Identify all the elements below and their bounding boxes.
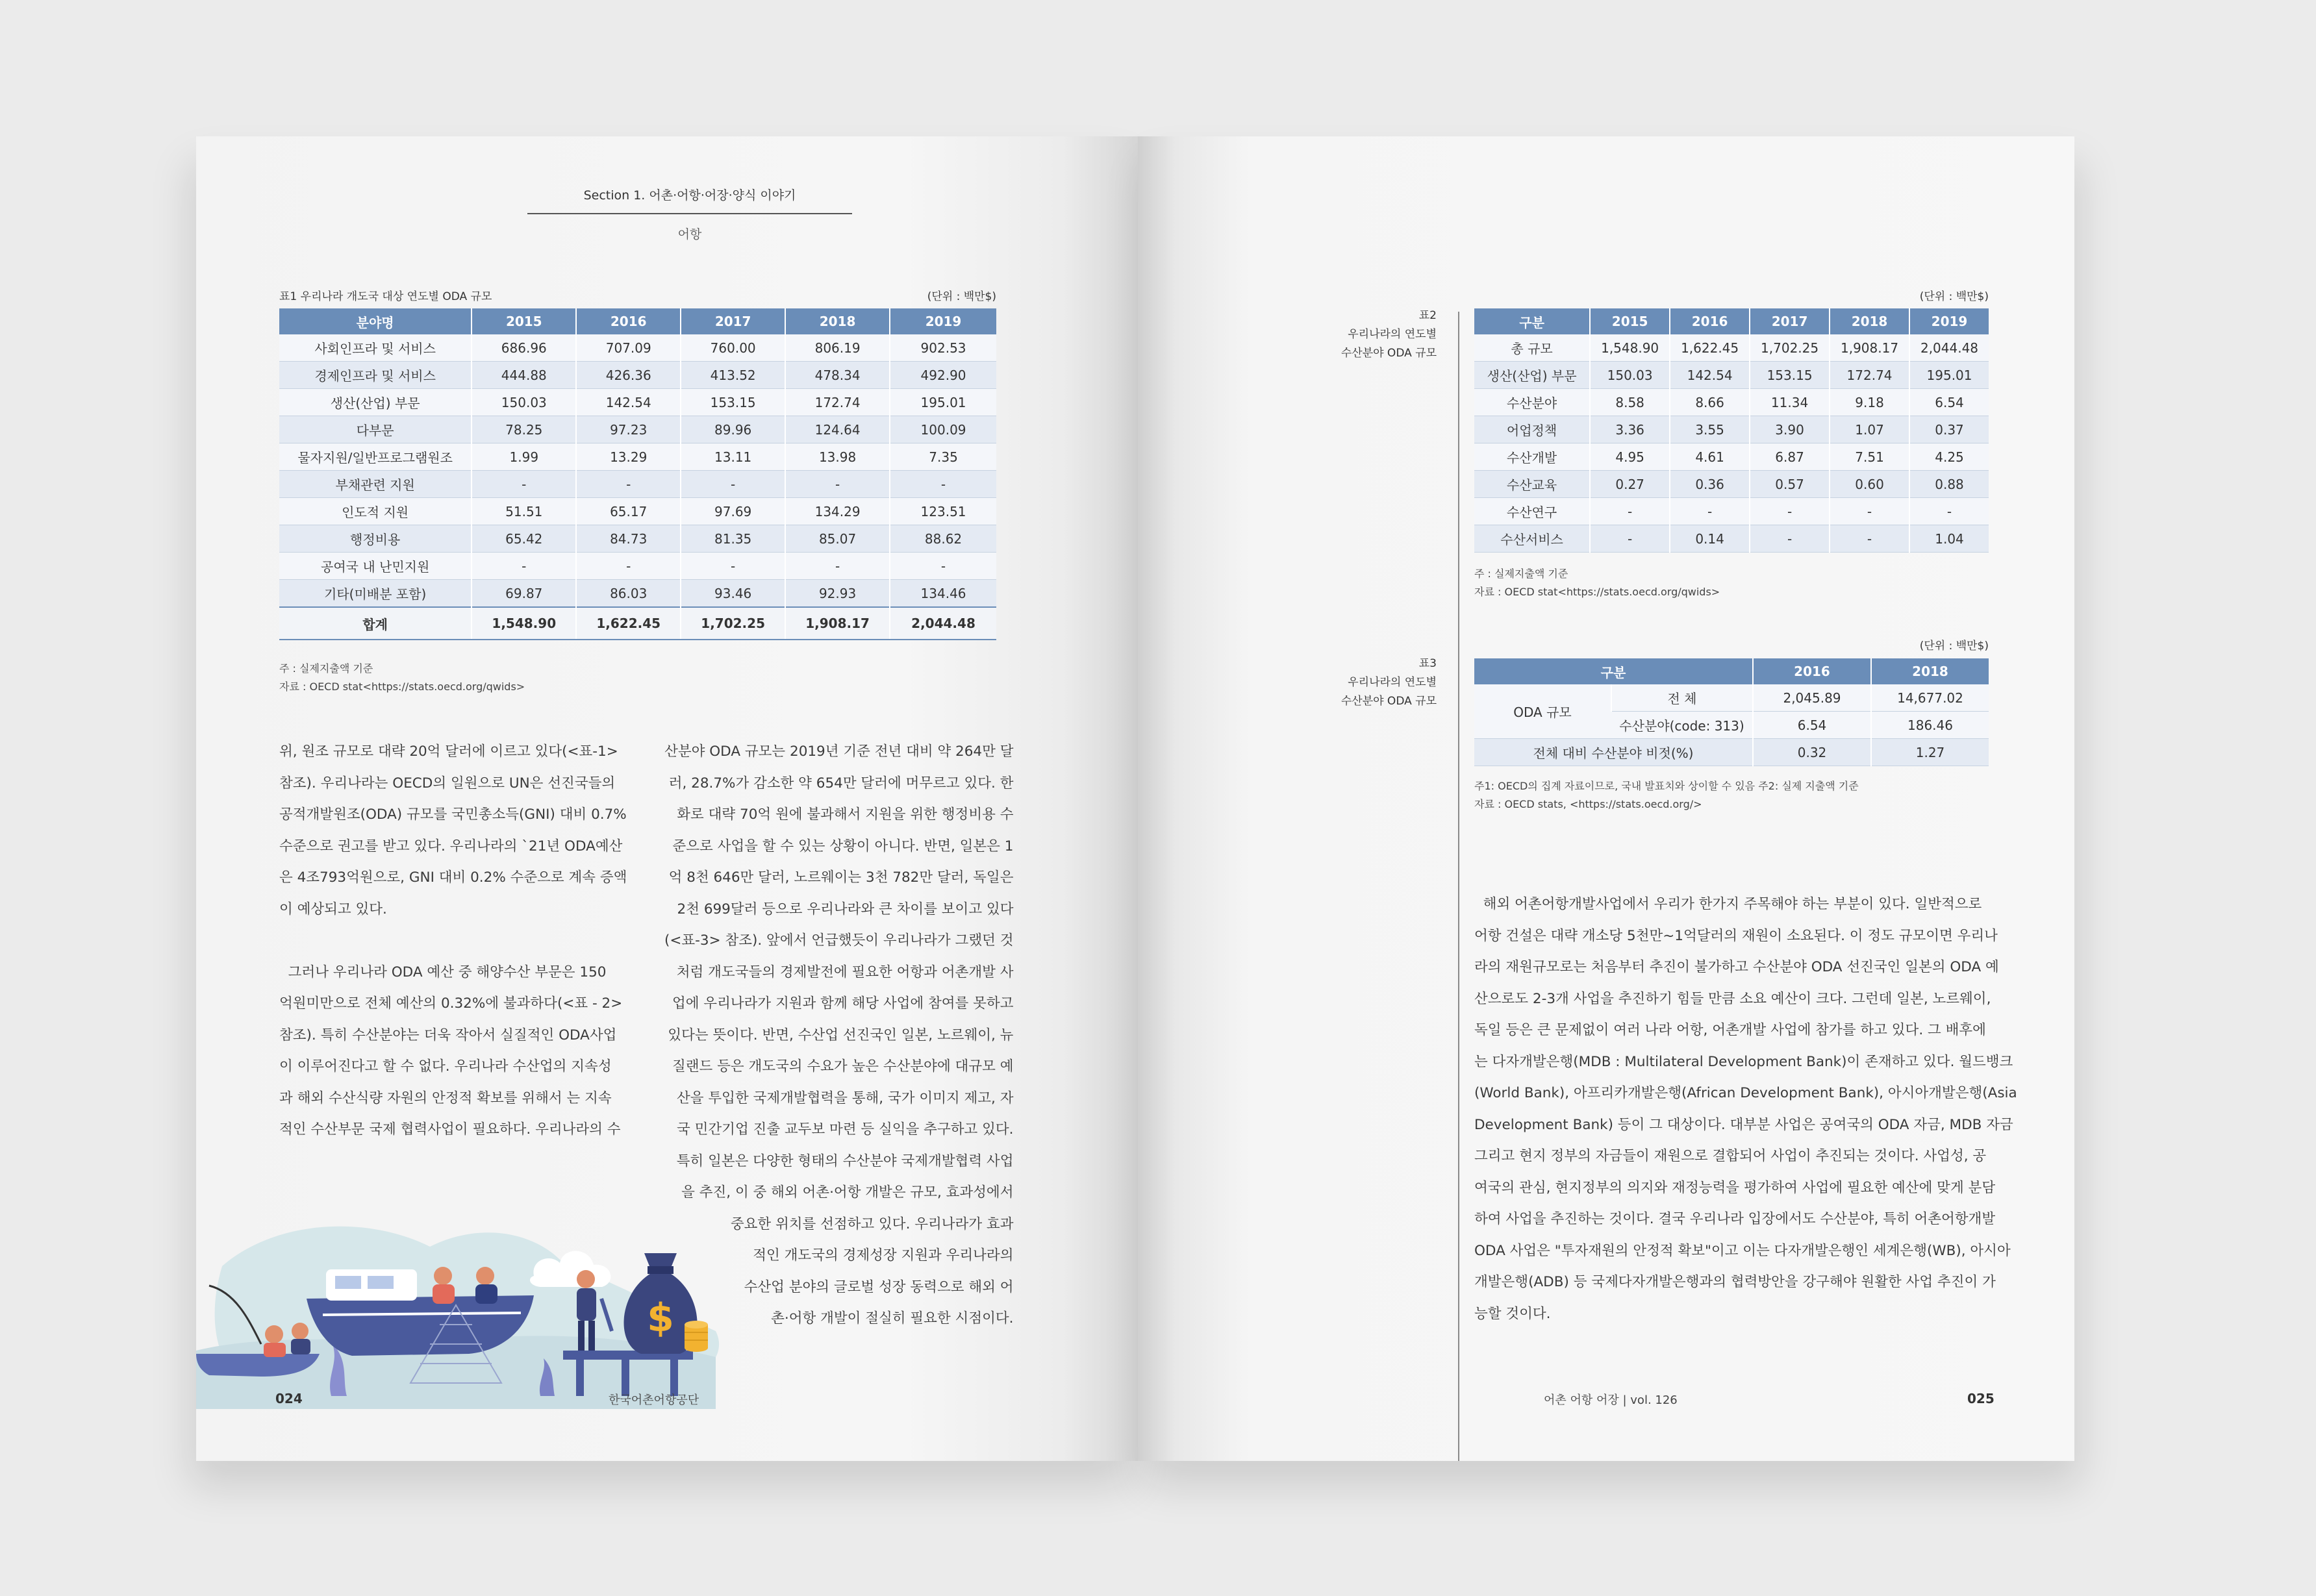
table2-header-cell: 2016 bbox=[1670, 308, 1750, 334]
section-title: Section 1. 어촌·어항·어장·양식 이야기 bbox=[583, 188, 796, 203]
table1-total-cell: 1,548.90 bbox=[472, 607, 576, 640]
paragraph-line: 해외 어촌어항개발사업에서 우리가 한가지 주목해야 하는 부분이 있다. 일반적으로 bbox=[1474, 896, 1982, 912]
table2-cell: 1,622.45 bbox=[1670, 334, 1750, 362]
paragraph-line: 수산업 분야의 글로벌 성장 동력으로 해외 어 bbox=[744, 1278, 1014, 1295]
table1-cell: 경제인프라 및 서비스 bbox=[279, 362, 472, 389]
table1-cell: 902.53 bbox=[890, 334, 996, 362]
table1-cell: 478.34 bbox=[785, 362, 890, 389]
table2-header-cell: 구분 bbox=[1474, 308, 1590, 334]
table3-unit: (단위 : 백만$) bbox=[1919, 640, 1989, 653]
table1-cell: 85.07 bbox=[785, 525, 890, 553]
table1-cell: 88.62 bbox=[890, 525, 996, 553]
paragraph-line: 위, 원조 규모로 대략 20억 달러에 이르고 있다(<표-1> bbox=[279, 743, 618, 760]
table2-title-line1: 우리나라의 연도별 bbox=[1348, 328, 1437, 341]
table1-cell: 65.42 bbox=[472, 525, 576, 553]
table1-cell: 다부문 bbox=[279, 416, 472, 443]
table-row bbox=[1474, 525, 1989, 553]
paragraph-line: 촌·어항 개발이 절실히 필요한 시점이다. bbox=[771, 1310, 1014, 1327]
right-page bbox=[1138, 136, 2074, 1461]
table-row bbox=[1474, 498, 1989, 525]
table1-cell: 69.87 bbox=[472, 580, 576, 608]
table1-header-cell: 2017 bbox=[681, 308, 785, 334]
table1-header-cell: 분야명 bbox=[279, 308, 472, 334]
paragraph-line: ODA 사업은 "투자재원의 안정적 확보"이고 이는 다자개발은행인 세계은행(WB), 아시아 bbox=[1474, 1242, 2011, 1259]
table1-cell: - bbox=[890, 471, 996, 498]
table1-cell: 행정비용 bbox=[279, 525, 472, 553]
table1-cell: 1.99 bbox=[472, 443, 576, 471]
table2-cell: 9.18 bbox=[1830, 389, 1909, 416]
table1-cell: 195.01 bbox=[890, 389, 996, 416]
table2-cell: 172.74 bbox=[1830, 362, 1909, 389]
pier-icon bbox=[563, 1351, 693, 1396]
table3-cell: 14,677.02 bbox=[1871, 684, 1989, 712]
table3-note: 주1: OECD의 집계 자료이므로, 국내 발표치와 상이할 수 있음 주2: 실제 지출액 기준 bbox=[1474, 780, 1859, 792]
table2-cell: 1,908.17 bbox=[1830, 334, 1909, 362]
table2-cell: - bbox=[1750, 525, 1830, 553]
table1-cell: 134.29 bbox=[785, 498, 890, 525]
table3-cell: 2,045.89 bbox=[1753, 684, 1871, 712]
table1-cell: 인도적 지원 bbox=[279, 498, 472, 525]
table1-total-cell: 1,702.25 bbox=[681, 607, 785, 640]
table-row bbox=[279, 362, 996, 389]
table1-cell: 생산(산업) 부문 bbox=[279, 389, 472, 416]
margin-rule bbox=[1458, 312, 1459, 1461]
table1-cell: 153.15 bbox=[681, 389, 785, 416]
table1-cell: - bbox=[576, 471, 681, 498]
table2-cell: 1.07 bbox=[1830, 416, 1909, 443]
left-page bbox=[196, 136, 1138, 1461]
paragraph-line: 공적개발원조(ODA) 규모를 국민총소득(GNI) 대비 0.7% bbox=[279, 806, 627, 823]
table2-header-cell: 2018 bbox=[1830, 308, 1909, 334]
table1-cell: 89.96 bbox=[681, 416, 785, 443]
table2-notes bbox=[1474, 565, 1720, 601]
table2-cell: - bbox=[1590, 525, 1670, 553]
table2-cell: 142.54 bbox=[1670, 362, 1750, 389]
table2-number: 표2 bbox=[1418, 309, 1437, 322]
table1-header-cell: 2016 bbox=[576, 308, 681, 334]
body-column-right bbox=[1474, 889, 2017, 1330]
oda-by-sector-table bbox=[279, 308, 996, 640]
table2-cell: 1,702.25 bbox=[1750, 334, 1830, 362]
table1-cell: 81.35 bbox=[681, 525, 785, 553]
table2-cell: 0.27 bbox=[1590, 471, 1670, 498]
table1-cell: 부채관련 지원 bbox=[279, 471, 472, 498]
table2-cell: 총 규모 bbox=[1474, 334, 1590, 362]
table1-cell: 124.64 bbox=[785, 416, 890, 443]
paragraph-line: 독일 등은 큰 문제없이 여러 나라 어항, 어촌개발 사업에 참가를 하고 있다. 그 배후에 bbox=[1474, 1022, 1986, 1038]
table1-cell: 123.51 bbox=[890, 498, 996, 525]
table2-cell: - bbox=[1830, 498, 1909, 525]
table2-cell: 수산분야 bbox=[1474, 389, 1590, 416]
table1-cell: 78.25 bbox=[472, 416, 576, 443]
paragraph-line: 산분야 ODA 규모는 2019년 기준 전년 대비 약 264만 달 bbox=[664, 743, 1014, 760]
table2-cell: 수산개발 bbox=[1474, 443, 1590, 471]
table2-cell: - bbox=[1670, 498, 1750, 525]
table-row bbox=[279, 471, 996, 498]
table1-cell: - bbox=[785, 471, 890, 498]
paragraph-line: 질랜드 등은 개도국의 수요가 높은 수산분야에 대규모 예 bbox=[672, 1058, 1014, 1075]
table1-cell: 86.03 bbox=[576, 580, 681, 608]
paragraph-line: 은 4조793억원으로, GNI 대비 0.2% 수준으로 계속 증액 bbox=[279, 869, 627, 886]
table2-cell: 어업정책 bbox=[1474, 416, 1590, 443]
table1-cell: 공여국 내 난민지원 bbox=[279, 553, 472, 580]
page-number-right: 025 bbox=[1967, 1391, 1995, 1406]
table1-note: 주 : 실제지출액 기준 bbox=[279, 662, 373, 675]
paragraph-line: 중요한 위치를 선점하고 있다. 우리나라가 효과 bbox=[730, 1216, 1014, 1232]
publisher-name: 한국어촌어항공단 bbox=[609, 1393, 699, 1407]
table2-cell: 4.95 bbox=[1590, 443, 1670, 471]
table1-cell: 444.88 bbox=[472, 362, 576, 389]
table3-header-2016: 2016 bbox=[1753, 658, 1871, 684]
paragraph-line: 이 이루어진다고 할 수 없다. 우리나라 수산업의 지속성 bbox=[279, 1058, 612, 1075]
table1-cell: 51.51 bbox=[472, 498, 576, 525]
table-row bbox=[279, 498, 996, 525]
fisheries-oda-table bbox=[1474, 308, 1989, 553]
table2-cell: 8.66 bbox=[1670, 389, 1750, 416]
table2-header-cell: 2015 bbox=[1590, 308, 1670, 334]
table2-header-cell: 2017 bbox=[1750, 308, 1830, 334]
table2-cell: 2,044.48 bbox=[1909, 334, 1989, 362]
table1-cell: 13.11 bbox=[681, 443, 785, 471]
table1-source: 자료 : OECD stat<https://stats.oecd.org/qwids> bbox=[279, 680, 525, 693]
paragraph-line: 억 8천 646만 달러, 노르웨이는 3천 782만 달러, 독일은 bbox=[668, 869, 1014, 886]
table2-label bbox=[1268, 306, 1437, 363]
paragraph-line: 2천 699달러 등으로 우리나라와 큰 차이를 보이고 있다 bbox=[677, 901, 1014, 917]
table1-cell: 97.69 bbox=[681, 498, 785, 525]
table1-cell: - bbox=[681, 553, 785, 580]
table1-cell: - bbox=[681, 471, 785, 498]
table3-title-line2: 수산분야 ODA 규모 bbox=[1341, 695, 1437, 708]
table1-cell: 기타(미배분 포함) bbox=[279, 580, 472, 608]
paragraph-line: 그리고 현지 정부의 자금들이 재원으로 결합되어 사업이 추진되는 것이다. 사업성, 공 bbox=[1474, 1148, 1987, 1164]
table-row bbox=[279, 443, 996, 471]
table1-cell: 100.09 bbox=[890, 416, 996, 443]
paragraph-line: 라의 재원규모로는 처음부터 추진이 불가하고 수산분야 ODA 선진국인 일본의 ODA 예 bbox=[1474, 959, 1999, 975]
table2-cell: 3.55 bbox=[1670, 416, 1750, 443]
table1-notes bbox=[279, 660, 525, 696]
table2-cell: 3.90 bbox=[1750, 416, 1830, 443]
table3-header-category: 구분 bbox=[1474, 658, 1753, 684]
table1-cell: 13.29 bbox=[576, 443, 681, 471]
paragraph-line: 참조). 특히 수산분야는 더욱 작아서 실질적인 ODA사업 bbox=[279, 1027, 617, 1043]
paragraph-line: 능할 것이다. bbox=[1474, 1305, 1551, 1322]
table3-cell: 전 체 bbox=[1611, 684, 1753, 712]
table2-header-cell: 2019 bbox=[1909, 308, 1989, 334]
table3-group-cell: ODA 규모 bbox=[1474, 684, 1611, 739]
table1-cell: 707.09 bbox=[576, 334, 681, 362]
table1-cell: - bbox=[472, 471, 576, 498]
table1-header-cell: 2018 bbox=[785, 308, 890, 334]
table3-ratio-2018: 1.27 bbox=[1871, 739, 1989, 766]
table2-cell: 0.14 bbox=[1670, 525, 1750, 553]
paragraph-line: 참조). 우리나라는 OECD의 일원으로 UN은 선진국들의 bbox=[279, 775, 616, 792]
table2-cell: 6.54 bbox=[1909, 389, 1989, 416]
table2-cell: 생산(산업) 부문 bbox=[1474, 362, 1590, 389]
table3-source: 자료 : OECD stats, <https://stats.oecd.org/> bbox=[1474, 798, 1702, 810]
coin-stack-icon bbox=[685, 1321, 708, 1352]
table-row bbox=[1474, 334, 1989, 362]
table1-cell: 413.52 bbox=[681, 362, 785, 389]
table2-cell: 1.04 bbox=[1909, 525, 1989, 553]
paragraph-line: 억원미만으로 전체 예산의 0.32%에 불과하다(<표 - 2> bbox=[279, 995, 623, 1012]
table1-cell: 13.98 bbox=[785, 443, 890, 471]
paragraph-line: (World Bank), 아프리카개발은행(African Development Bank), 아시아개발은행(Asia bbox=[1474, 1085, 2017, 1101]
table-row bbox=[279, 525, 996, 553]
table2-cell: 153.15 bbox=[1750, 362, 1830, 389]
table3-cell: 186.46 bbox=[1871, 712, 1989, 739]
table1-cell: 93.46 bbox=[681, 580, 785, 608]
table3-number: 표3 bbox=[1418, 657, 1437, 670]
table2-title-line2: 수산분야 ODA 규모 bbox=[1341, 347, 1437, 360]
table1-cell: - bbox=[785, 553, 890, 580]
table2-cell: 3.36 bbox=[1590, 416, 1670, 443]
table2-cell: 0.88 bbox=[1909, 471, 1989, 498]
table2-cell: 4.25 bbox=[1909, 443, 1989, 471]
paragraph-line: 국 민간기업 진출 교두보 마련 등 실익을 추구하고 있다. bbox=[677, 1121, 1014, 1138]
table1-cell: 97.23 bbox=[576, 416, 681, 443]
table2-cell: 150.03 bbox=[1590, 362, 1670, 389]
paragraph-line: 을 추진, 이 중 해외 어촌·어항 개발은 규모, 효과성에서 bbox=[681, 1184, 1014, 1201]
paragraph-line: Development Bank) 등이 그 대상이다. 대부분 사업은 공여국의 ODA 자금, MDB 자금 bbox=[1474, 1116, 2013, 1133]
table1-cell: 92.93 bbox=[785, 580, 890, 608]
paragraph-line: 준으로 사업을 할 수 있는 상황이 아니다. 반면, 일본은 1 bbox=[672, 838, 1014, 854]
table3-cell: 6.54 bbox=[1753, 712, 1871, 739]
table1-cell: 150.03 bbox=[472, 389, 576, 416]
paragraph-line: 러, 28.7%가 감소한 약 654만 달러에 머무르고 있다. 한 bbox=[668, 775, 1014, 792]
table1-unit: (단위 : 백만$) bbox=[927, 290, 996, 303]
oda-ratio-table bbox=[1474, 658, 1989, 766]
paragraph-line: 산을 투입한 국제개발협력을 통해, 국가 이미지 제고, 자 bbox=[677, 1090, 1014, 1106]
table2-cell: 6.87 bbox=[1750, 443, 1830, 471]
table3-ratio-2016: 0.32 bbox=[1753, 739, 1871, 766]
table1-total-cell: 2,044.48 bbox=[890, 607, 996, 640]
table1-cell: 134.46 bbox=[890, 580, 996, 608]
table2-cell: 0.60 bbox=[1830, 471, 1909, 498]
table3-cell: 수산분야(code: 313) bbox=[1611, 712, 1753, 739]
table3-title-line1: 우리나라의 연도별 bbox=[1348, 676, 1437, 689]
paragraph-line: 산으로도 2-3개 사업을 추진하기 힘들 만큼 소요 예산이 크다. 그런데 일본, 노르웨이, bbox=[1474, 990, 1991, 1007]
table1-cell: 426.36 bbox=[576, 362, 681, 389]
table2-cell: 11.34 bbox=[1750, 389, 1830, 416]
paragraph-line: 여국의 관심, 현지정부의 의지와 재정능력을 평가하여 사업에 필요한 예산에 맞게 분담 bbox=[1474, 1179, 1996, 1196]
table1-cell: 172.74 bbox=[785, 389, 890, 416]
table1-cell: 806.19 bbox=[785, 334, 890, 362]
table2-cell: 4.61 bbox=[1670, 443, 1750, 471]
table3-notes bbox=[1474, 777, 1859, 814]
table2-cell: 0.37 bbox=[1909, 416, 1989, 443]
svg-text:$: $ bbox=[647, 1295, 674, 1341]
table3-header-2018: 2018 bbox=[1871, 658, 1989, 684]
section-subtitle: 어항 bbox=[677, 227, 702, 242]
table1-total-cell: 1,622.45 bbox=[576, 607, 681, 640]
table1-total-cell: 합계 bbox=[279, 607, 472, 640]
table-row bbox=[1474, 416, 1989, 443]
table1-cell: 492.90 bbox=[890, 362, 996, 389]
paragraph-line: 이 예상되고 있다. bbox=[279, 901, 387, 917]
section-divider bbox=[527, 213, 852, 214]
table3-label bbox=[1268, 655, 1437, 711]
table-row bbox=[279, 553, 996, 580]
paragraph-line: 는 다자개발은행(MDB : Multilateral Development Bank)이 존재하고 있다. 월드뱅크 bbox=[1474, 1053, 2013, 1070]
table2-cell: 0.36 bbox=[1670, 471, 1750, 498]
table-row bbox=[279, 389, 996, 416]
paragraph-line: 업에 우리나라가 지원과 함께 해당 사업에 참여를 못하고 bbox=[672, 995, 1014, 1012]
paragraph-line: 과 해외 수산식량 자원의 안정적 확보를 위해서 는 지속 bbox=[279, 1090, 612, 1106]
table1-cell: - bbox=[890, 553, 996, 580]
paragraph-line: 적인 개도국의 경제성장 지원과 우리나라의 bbox=[753, 1247, 1014, 1264]
table-row bbox=[1474, 443, 1989, 471]
table2-cell: 수산서비스 bbox=[1474, 525, 1590, 553]
table2-cell: - bbox=[1590, 498, 1670, 525]
paragraph-line: 그러나 우리나라 ODA 예산 중 해양수산 부문은 150 bbox=[279, 964, 607, 980]
table1-caption: 표1 우리나라 개도국 대상 연도별 ODA 규모 bbox=[279, 290, 492, 303]
fishing-boat-illustration bbox=[196, 1136, 729, 1409]
paragraph-line: 화로 대략 70억 원에 불과해서 지원을 위한 행정비용 수 bbox=[677, 806, 1014, 823]
table2-cell: 수산연구 bbox=[1474, 498, 1590, 525]
table1-header-cell: 2015 bbox=[472, 308, 576, 334]
table2-cell: 0.57 bbox=[1750, 471, 1830, 498]
table1-cell: 사회인프라 및 서비스 bbox=[279, 334, 472, 362]
table1-cell: - bbox=[576, 553, 681, 580]
table2-unit: (단위 : 백만$) bbox=[1919, 290, 1989, 303]
table1-cell: 65.17 bbox=[576, 498, 681, 525]
table2-cell: 수산교육 bbox=[1474, 471, 1590, 498]
table2-cell: - bbox=[1830, 525, 1909, 553]
table-row bbox=[279, 416, 996, 443]
paragraph-line: 처럼 개도국들의 경제발전에 필요한 어항과 어촌개발 사 bbox=[676, 964, 1014, 980]
table1-cell: - bbox=[472, 553, 576, 580]
table2-cell: - bbox=[1909, 498, 1989, 525]
paragraph-line: 어항 건설은 대략 개소당 5천만~1억달러의 재원이 소요된다. 이 정도 규모이면 우리나 bbox=[1474, 927, 1998, 944]
table-row bbox=[279, 334, 996, 362]
paragraph-line bbox=[279, 925, 627, 957]
table2-source: 자료 : OECD stat<https://stats.oecd.org/qwids> bbox=[1474, 586, 1720, 598]
table2-cell: 8.58 bbox=[1590, 389, 1670, 416]
table1-cell: 84.73 bbox=[576, 525, 681, 553]
magazine-issue: 어촌 어항 어장 | vol. 126 bbox=[1544, 1393, 1678, 1407]
table-row bbox=[1474, 362, 1989, 389]
paragraph-line: 적인 수산부문 국제 협력사업이 필요하다. 우리나라의 수 bbox=[279, 1121, 621, 1138]
table1-cell: 물자지원/일반프로그램원조 bbox=[279, 443, 472, 471]
paragraph-line: 하여 사업을 추진하는 것이다. 결국 우리나라 입장에서도 수산분야, 특히 어촌어항개발 bbox=[1474, 1211, 1996, 1227]
table3-ratio-label: 전체 대비 수산분야 비젓(%) bbox=[1474, 739, 1753, 766]
table1-cell: 7.35 bbox=[890, 443, 996, 471]
table-row bbox=[279, 580, 996, 608]
table2-cell: 7.51 bbox=[1830, 443, 1909, 471]
table1-header-cell: 2019 bbox=[890, 308, 996, 334]
page-number-left: 024 bbox=[275, 1391, 303, 1406]
paragraph-line: 수준으로 권고를 받고 있다. 우리나라의 `21년 ODA예산 bbox=[279, 838, 623, 854]
table-row bbox=[1474, 471, 1989, 498]
table1-cell: 686.96 bbox=[472, 334, 576, 362]
table1-cell: 760.00 bbox=[681, 334, 785, 362]
body-column-1 bbox=[279, 736, 627, 1146]
paragraph-line: 특히 일본은 다양한 형태의 수산분야 국제개발협력 사업 bbox=[676, 1153, 1014, 1169]
table2-cell: - bbox=[1750, 498, 1830, 525]
table-row bbox=[1474, 389, 1989, 416]
paragraph-line: (<표-3> 참조). 앞에서 언급했듯이 우리나라가 그랬던 것 bbox=[664, 932, 1014, 949]
table1-total-cell: 1,908.17 bbox=[785, 607, 890, 640]
paragraph-line: 있다는 뜻이다. 반면, 수산업 선진국인 일본, 노르웨이, 뉴 bbox=[668, 1027, 1014, 1043]
paragraph-line: 개발은행(ADB) 등 국제다자개발은행과의 협력방안을 강구해야 원활한 사업 추진이 가 bbox=[1474, 1274, 1996, 1290]
table1-cell: 142.54 bbox=[576, 389, 681, 416]
table1-total-row bbox=[279, 607, 996, 640]
table2-cell: 1,548.90 bbox=[1590, 334, 1670, 362]
table2-cell: 195.01 bbox=[1909, 362, 1989, 389]
table2-note: 주 : 실제지출액 기준 bbox=[1474, 567, 1568, 580]
